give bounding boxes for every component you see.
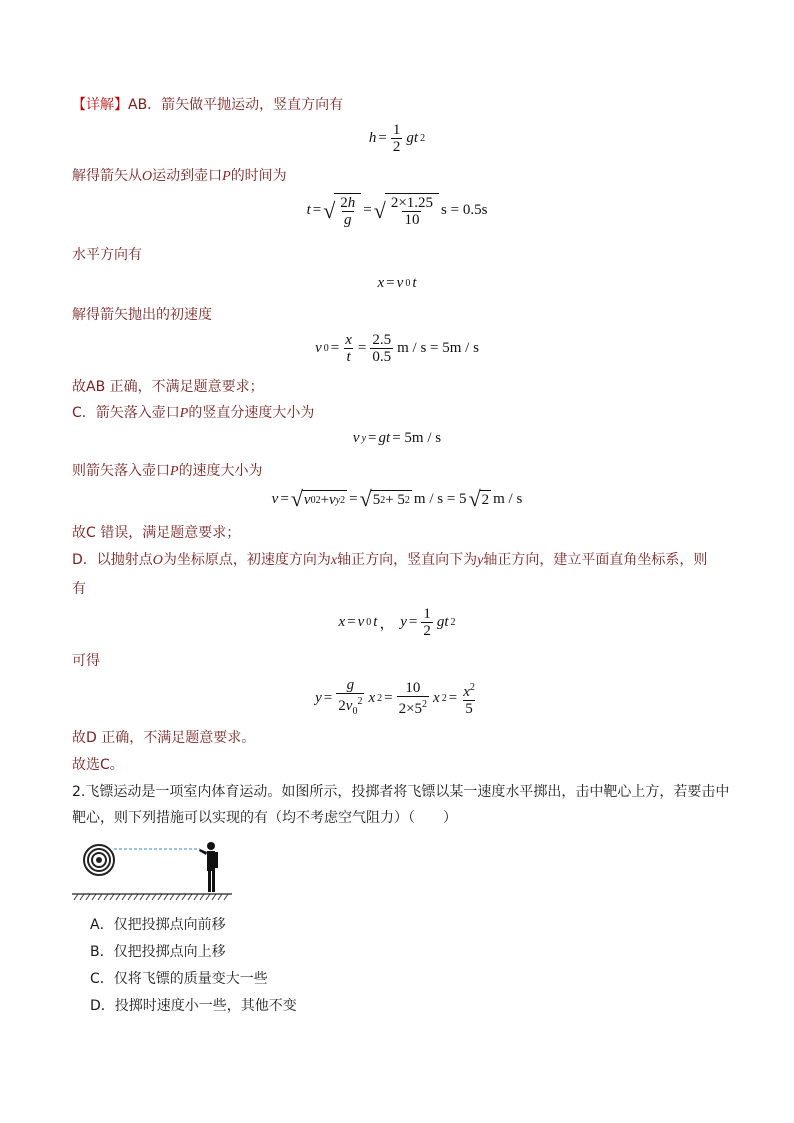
text-line-9: 有	[72, 581, 86, 597]
question-line-1: 2.飞镖运动是一项室内体育运动。如图所示，投掷者将飞镖以某一速度水平掷出，击中靶心上方，若要击中	[72, 784, 730, 800]
text-line-6: 则箭矢落入壶口P的速度大小为	[72, 463, 263, 479]
solution-header	[72, 95, 343, 115]
equation-h: h = $\frac{1}{2}$ gt 2	[368, 122, 426, 155]
detail-tag: 【详解】	[72, 97, 128, 113]
option-b: B．仅把投掷点向上移	[90, 944, 226, 960]
equation-vy: v y = gt = 5m / s	[352, 430, 442, 446]
option-c: C．仅将飞镖的质量变大一些	[90, 971, 268, 987]
text-line-10: 可得	[72, 653, 100, 669]
equation-xy: x = v 0 t ， y = $\frac{1}{2}$ gt 2	[338, 606, 456, 639]
equation-trajectory: y = $\frac{g}{2v_0^2}$ x 2 = $\frac{10}{2\times 5^2}$ x 2 = $\frac{x^2}{5}$	[0, 677, 794, 720]
header-text: AB．箭矢做平抛运动，竖直方向有	[128, 97, 344, 113]
equation-t: t = √ $\frac{2h}{g}$ = √ $\frac{2\times 1.25}{10}$ s = 0.5s	[306, 195, 488, 228]
text-line-3: 解得箭矢抛出的初速度	[72, 307, 212, 323]
question-line-2: 靶心，则下列措施可以实现的有（均不考虑空气阻力）（ ）	[72, 810, 457, 826]
equation-v: v = √ v 0 2 + v y 2 = √ 5 2 + 5 2 m / s = 5 √ 2 m / s	[271, 486, 523, 511]
thrower-icon	[199, 842, 218, 892]
text-line-11: 故D 正确，不满足题意要求。	[72, 730, 256, 746]
equation-x: x = v 0 t	[377, 275, 417, 291]
dart-figure-svg	[72, 834, 232, 904]
ground-line	[72, 894, 232, 900]
equation-v0: v 0 = $\frac{x}{t}$ = $\frac{2.5}{0.5}$ m / s = 5m / s	[315, 332, 479, 365]
text-line-7: 故C 错误，满足题意要求；	[72, 525, 241, 541]
dartboard-icon	[84, 845, 114, 875]
text-line-1: 解得箭矢从O运动到壶口P的时间为	[72, 168, 287, 184]
text-line-2: 水平方向有	[72, 247, 142, 263]
text-line-4: 故AB 正确，不满足题意要求；	[72, 379, 264, 395]
text-line-5: C．箭矢落入壶口P的竖直分速度大小为	[72, 405, 315, 421]
dart-figure	[72, 834, 232, 904]
text-line-12: 故选C。	[72, 757, 124, 773]
option-a: A．仅把投掷点向前移	[90, 917, 226, 933]
option-d: D．投掷时速度小一些，其他不变	[90, 998, 297, 1014]
text-line-8: D．以抛射点O为坐标原点，初速度方向为x轴正方向，竖直向下为y轴正方向，建立平面直角坐标系，则	[72, 552, 708, 568]
